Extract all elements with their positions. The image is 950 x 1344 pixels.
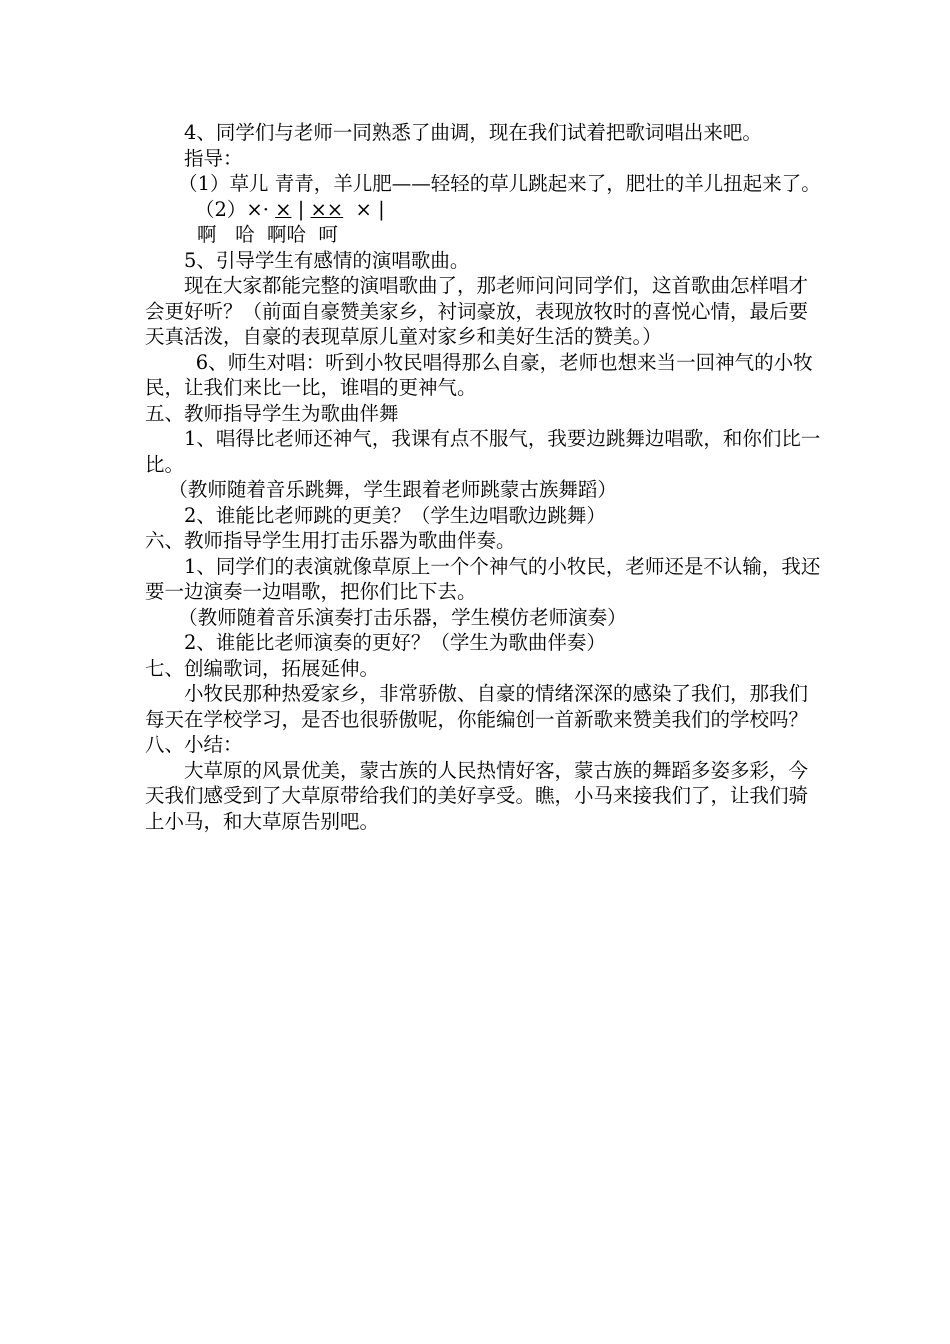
paragraph-guidance-1: （1）草儿 青青，羊儿肥——轻轻的草儿跳起来了，肥壮的羊儿扭起来了。 [178,172,821,195]
heading-section-7: 七、创编歌词，拓展延伸。 [145,656,380,680]
rhythm-notation [145,197,825,223]
paragraph-step-6: 6、师生对唱：听到小牧民唱得那么自豪，老师也想来当一回神气的小牧民，让我们来比一比，谁唱的更神气。 [145,350,813,399]
paragraph-percussion-note: （教师随着音乐演奏打击乐器，学生模仿老师演奏） [178,605,627,629]
paragraph-step-4: 4、同学们与老师一同熟悉了曲调，现在我们试着把歌词唱出来吧。 [184,121,762,144]
rhythm-prefix: （2）×· [195,197,276,221]
document-body [145,120,825,834]
paragraph-guidance-label: 指导： [184,146,243,170]
paragraph-dance-2: 2、谁能比老师跳的更美？（学生边唱歌边跳舞） [184,503,606,527]
heading-section-5: 五、教师指导学生为歌曲伴舞 [145,401,399,425]
paragraph-percussion-1: 1、同学们的表演就像草原上一个个神气的小牧民，老师还是不认输，我还要一边演奏一边唱歌，把你们比下去。 [145,554,821,603]
paragraph-summary: 大草原的风景优美，蒙古族的人民热情好客，蒙古族的舞蹈多姿多彩，今天我们感受到了大草原带给我们的美好享受。瞧，小马来接我们了，让我们骑上小马，和大草原告别吧。 [145,758,809,833]
rhythm-bar: | [291,197,311,221]
paragraph-lyrics-creation: 小牧民那种热爱家乡，非常骄傲、自豪的情绪深深的感染了我们，那我们每天在学校学习，是否也很骄傲呢，你能编创一首新歌来赞美我们的学校吗？ [145,682,809,731]
paragraph-singing-question: 现在大家都能完整的演唱歌曲了，那老师问问同学们，这首歌曲怎样唱才会更好听？（前面自豪赞美家乡，衬词豪放，表现放牧时的喜悦心情，最后要天真活泼，自豪的表现草原儿童对家乡和美好生活的赞美。） [145,274,809,348]
paragraph-step-5: 5、引导学生有感情的演唱歌曲。 [184,248,470,272]
rhythm-suffix: × | [343,197,385,221]
paragraph-dance-1: 1、唱得比老师还神气，我课有点不服气，我要边跳舞边唱歌，和你们比一比。 [145,427,821,476]
paragraph-dance-note: （教师随着音乐跳舞，学生跟着老师跳蒙古族舞蹈） [168,478,617,501]
heading-section-6: 六、教师指导学生用打击乐器为歌曲伴奏。 [145,529,516,552]
rhythm-lyrics: 啊 哈 啊哈 呵 [197,223,338,246]
paragraph-percussion-2: 2、谁能比老师演奏的更好？（学生为歌曲伴奏） [184,631,606,654]
heading-section-8: 八、小结： [145,733,243,756]
rhythm-underlined-note-2: ×× [310,197,344,221]
rhythm-underlined-note-1: × [275,197,292,221]
